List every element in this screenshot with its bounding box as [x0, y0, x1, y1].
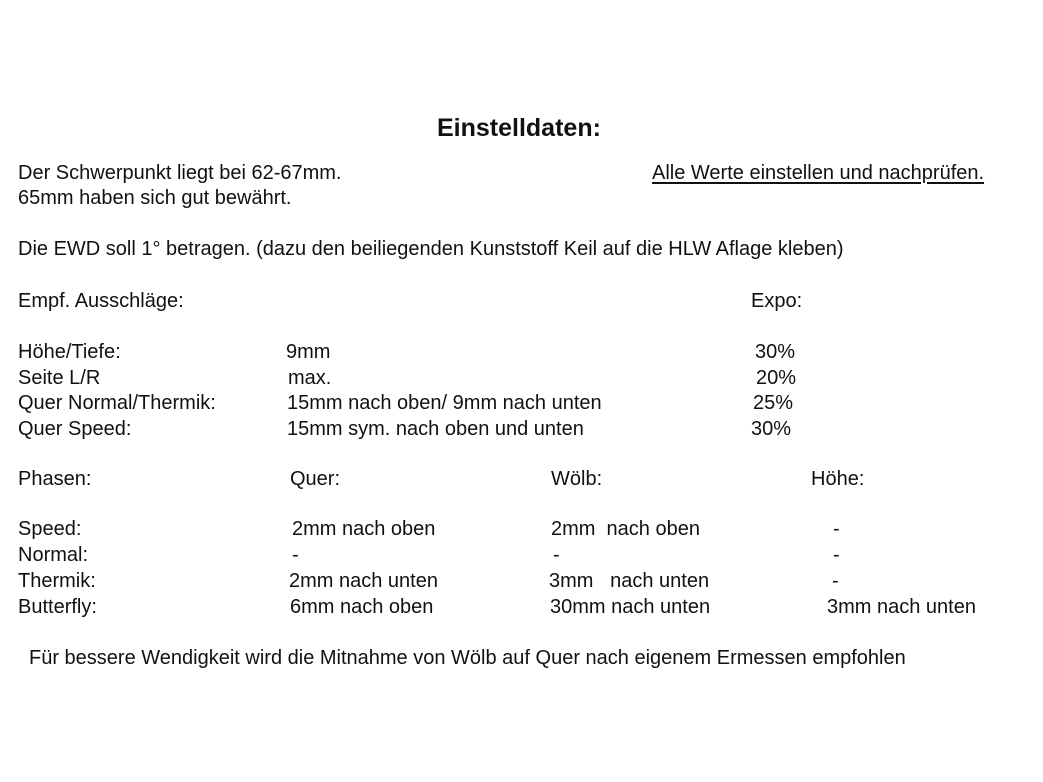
deflection-label: Quer Normal/Thermik:	[18, 392, 216, 414]
deflection-expo: 30%	[751, 418, 792, 440]
phase-name: Speed:	[18, 518, 82, 540]
footer-note: Für bessere Wendigkeit wird die Mitnahme von Wölb auf Quer nach eigenem Ermessen empfohlen	[29, 647, 906, 669]
phase-quer: 2mm nach oben	[292, 518, 436, 540]
cg-note: 65mm haben sich gut bewährt.	[18, 187, 292, 209]
phase-quer: -	[292, 544, 299, 566]
phase-woelb: 3mm nach unten	[549, 570, 710, 592]
page-title: Einstelldaten:	[437, 114, 601, 142]
phase-hoehe: -	[832, 570, 839, 592]
phase-name: Normal:	[18, 544, 89, 566]
phase-woelb: 2mm nach oben	[551, 518, 700, 540]
ewd-line: Die EWD soll 1° betragen. (dazu den beiliegenden Kunststoff Keil auf die HLW Aflage kleben)	[18, 238, 844, 260]
cg-line: Der Schwerpunkt liegt bei 62-67mm.	[18, 162, 342, 184]
deflection-expo: 20%	[756, 367, 797, 389]
deflection-value: 15mm nach oben/ 9mm nach unten	[287, 392, 602, 414]
phase-hoehe: -	[833, 544, 840, 566]
phase-quer: 6mm nach oben	[290, 596, 434, 618]
deflection-label: Seite L/R	[18, 367, 101, 389]
deflection-expo: 30%	[755, 341, 796, 363]
phases-header-name: Phasen:	[18, 468, 92, 490]
phases-header-woelb: Wölb:	[551, 468, 603, 490]
deflection-value: max.	[288, 367, 332, 389]
phases-header-hoehe: Höhe:	[811, 468, 865, 490]
check-note: Alle Werte einstellen und nachprüfen.	[652, 162, 985, 184]
phase-hoehe: 3mm nach unten	[827, 596, 976, 618]
deflection-value: 15mm sym. nach oben und unten	[287, 418, 584, 440]
deflection-value: 9mm	[286, 341, 331, 363]
phase-hoehe: -	[833, 518, 840, 540]
deflections-header-expo: Expo:	[751, 290, 803, 312]
deflections-header-label: Empf. Ausschläge:	[18, 290, 184, 312]
deflection-label: Höhe/Tiefe:	[18, 341, 121, 363]
phases-header-quer: Quer:	[290, 468, 341, 490]
phase-name: Butterfly:	[18, 596, 97, 618]
phase-quer: 2mm nach unten	[289, 570, 438, 592]
phase-woelb: 30mm nach unten	[550, 596, 711, 618]
deflection-label: Quer Speed:	[18, 418, 132, 440]
phase-name: Thermik:	[18, 570, 96, 592]
deflection-expo: 25%	[753, 392, 794, 414]
phase-woelb: -	[553, 544, 560, 566]
